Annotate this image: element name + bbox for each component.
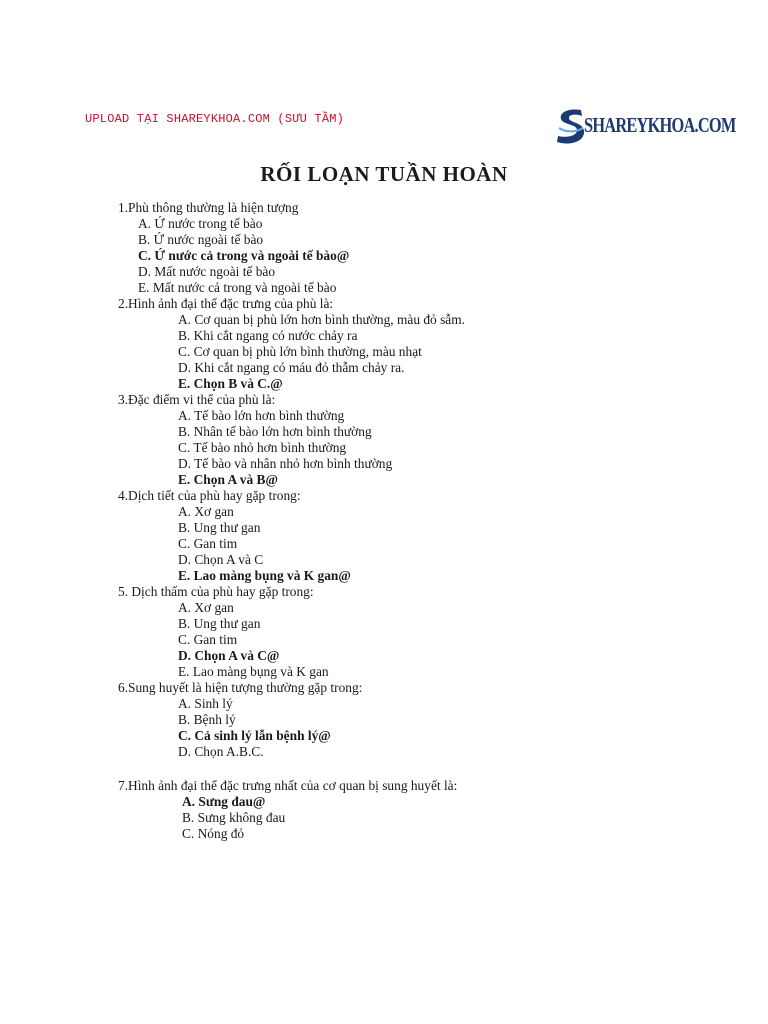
option-b: B. Ung thư gan xyxy=(178,520,261,535)
option-b: B. Khi cắt ngang có nước chảy ra xyxy=(178,328,358,343)
option-e-answer: E. Lao màng bụng và K gan@ xyxy=(178,568,351,583)
option-e: E. Lao màng bụng và K gan xyxy=(178,664,329,679)
option-a-answer: A. Sưng đau@ xyxy=(182,794,266,809)
question-text: 4.Dịch tiết của phù hay gặp trong: xyxy=(118,488,301,503)
question-1 xyxy=(118,200,738,296)
option-b: B. Bệnh lý xyxy=(178,712,236,727)
option-a: A. Sinh lý xyxy=(178,696,233,711)
option-a: A. Tế bào lớn hơn bình thường xyxy=(178,408,345,423)
s-swoosh-logo-icon xyxy=(555,106,587,146)
question-text: 7.Hình ảnh đại thể đặc trưng nhất của cơ quan bị sung huyết là: xyxy=(118,778,458,793)
question-list xyxy=(118,200,738,842)
question-4 xyxy=(118,488,738,584)
question-2 xyxy=(118,296,738,392)
page-title: RỐI LOẠN TUẦN HOÀN xyxy=(260,162,508,186)
upload-source-text: UPLOAD TẠI SHAREYKHOA.COM (SƯU TẦM) xyxy=(85,112,345,126)
option-c-answer: C. Ứ nước cả trong và ngoài tế bào@ xyxy=(138,248,350,263)
option-a: A. Cơ quan bị phù lớn hơn bình thường, màu đỏ sẫm. xyxy=(178,312,466,327)
question-5 xyxy=(118,584,738,680)
option-c: C. Gan tim xyxy=(178,632,238,647)
question-3 xyxy=(118,392,738,488)
question-text: 3.Đặc điểm vi thể của phù là: xyxy=(118,392,276,407)
option-e-answer: E. Chọn B và C.@ xyxy=(178,376,283,391)
option-c: C. Cơ quan bị phù lớn bình thường, màu nhạt xyxy=(178,344,422,359)
question-text: 5. Dịch thấm của phù hay gặp trong: xyxy=(118,584,314,599)
question-text: 6.Sung huyết là hiện tượng thường gặp trong: xyxy=(118,680,363,695)
logo-text: SHAREYKHOA.COM xyxy=(584,113,736,137)
option-b: B. Nhân tế bào lớn hơn bình thường xyxy=(178,424,372,439)
option-a: A. Ứ nước trong tế bào xyxy=(138,216,263,231)
option-e-answer: E. Chọn A và B@ xyxy=(178,472,278,487)
question-text: 2.Hình ảnh đại thể đặc trưng của phù là: xyxy=(118,296,334,311)
question-6 xyxy=(118,680,738,760)
option-d: D. Tế bào và nhân nhỏ hơn bình thường xyxy=(178,456,393,471)
option-d-answer: D. Chọn A và C@ xyxy=(178,648,280,663)
option-c: C. Tế bào nhỏ hơn bình thường xyxy=(178,440,347,455)
question-7 xyxy=(118,778,738,842)
option-c-answer: C. Cả sinh lý lẫn bệnh lý@ xyxy=(178,728,331,743)
option-c: C. Nóng đỏ xyxy=(182,826,245,841)
option-d: D. Mất nước ngoài tế bào xyxy=(138,264,276,279)
option-d: D. Chọn A và C xyxy=(178,552,264,567)
option-a: A. Xơ gan xyxy=(178,504,234,519)
option-a: A. Xơ gan xyxy=(178,600,234,615)
question-text: 1.Phù thông thường là hiện tượng xyxy=(118,200,299,215)
option-d: D. Chọn A.B.C. xyxy=(178,744,264,759)
site-logo xyxy=(555,106,736,146)
option-b: B. Ứ nước ngoài tế bào xyxy=(138,232,264,247)
option-b: B. Sưng không đau xyxy=(182,810,286,825)
option-e: E. Mất nước cả trong và ngoài tế bào xyxy=(138,280,337,295)
option-b: B. Ung thư gan xyxy=(178,616,261,631)
spacer xyxy=(118,760,738,778)
option-d: D. Khi cắt ngang có máu đỏ thẫm chảy ra. xyxy=(178,360,405,375)
option-c: C. Gan tim xyxy=(178,536,238,551)
